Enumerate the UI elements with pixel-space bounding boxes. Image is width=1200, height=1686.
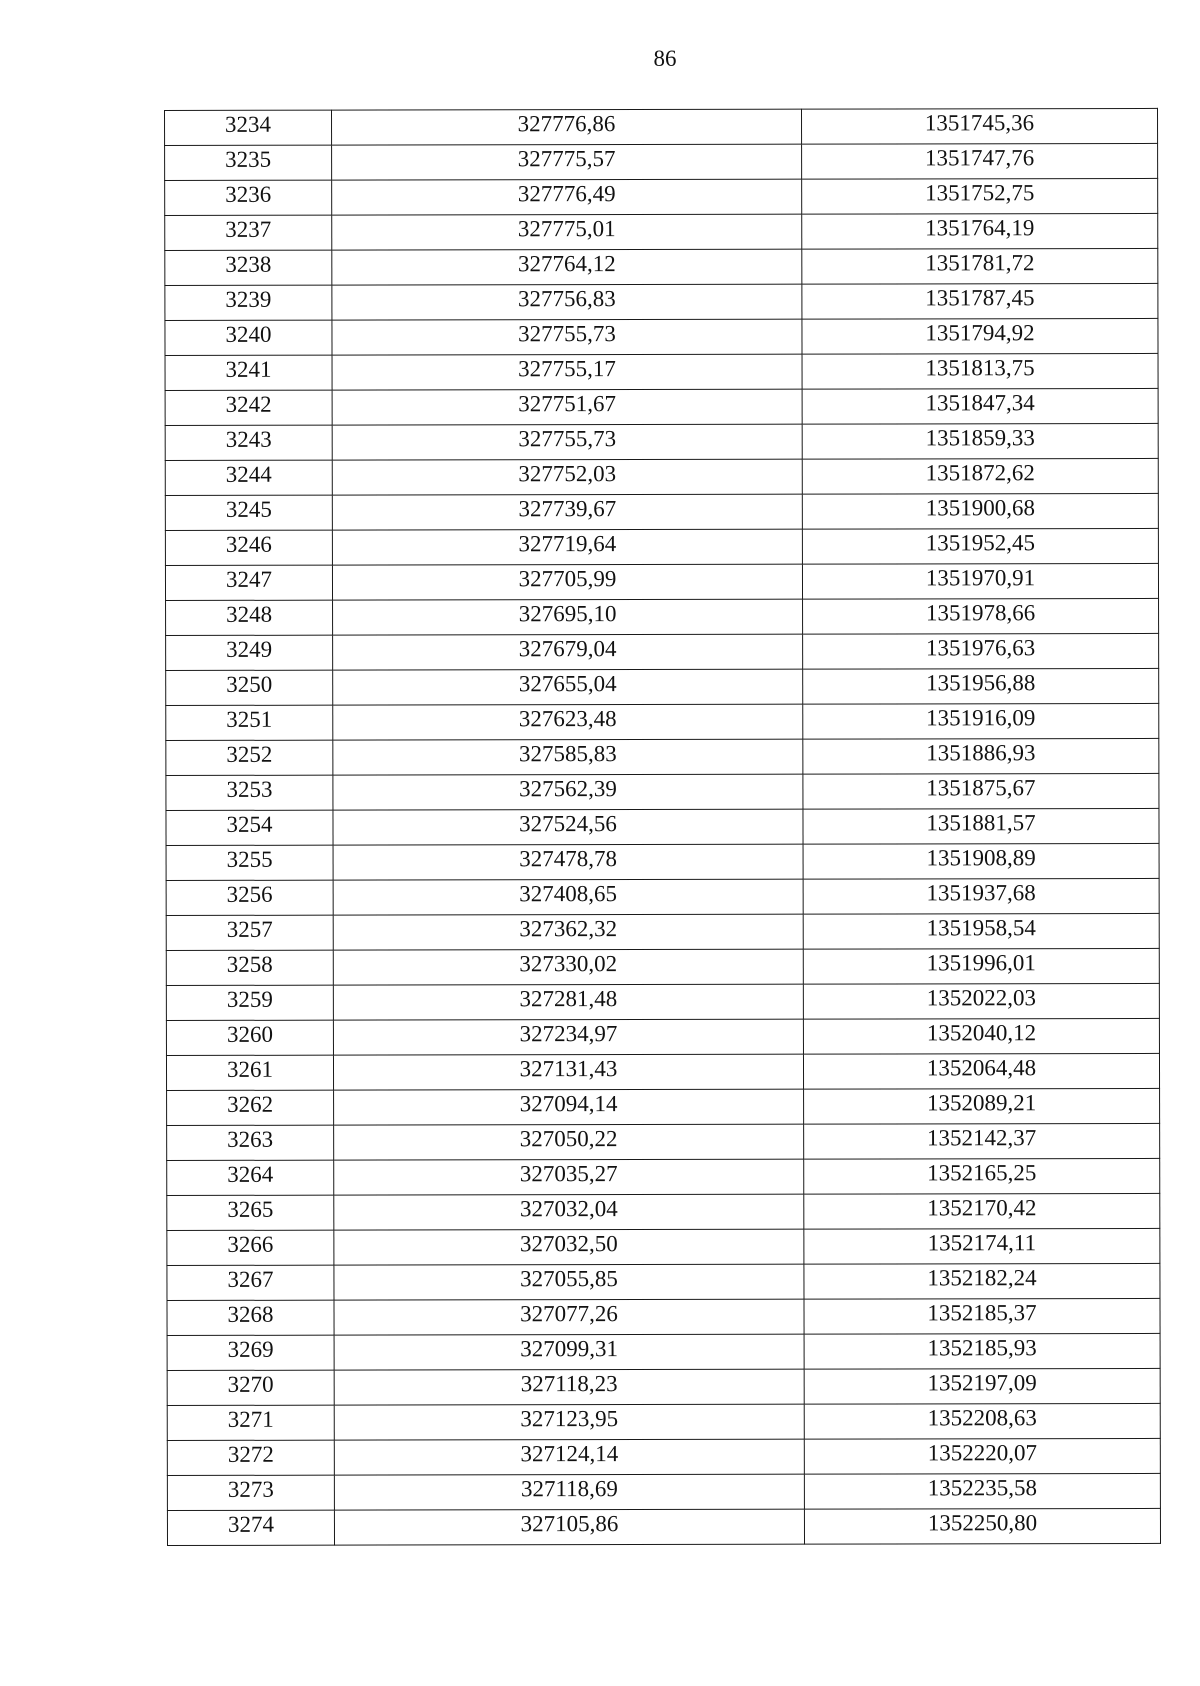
y-coordinate-cell: 1351908,89 — [803, 843, 1159, 879]
x-coordinate-cell: 327118,69 — [334, 1474, 804, 1510]
x-coordinate-cell: 327751,67 — [332, 389, 802, 425]
y-coordinate-cell: 1351886,93 — [803, 738, 1159, 774]
point-number-cell: 3244 — [165, 460, 332, 495]
y-coordinate-cell: 1351937,68 — [803, 878, 1159, 914]
y-coordinate-cell: 1351875,67 — [803, 773, 1159, 809]
y-coordinate-cell: 1352235,58 — [804, 1473, 1160, 1509]
y-coordinate-cell: 1351970,91 — [802, 563, 1158, 599]
point-number-cell: 3251 — [166, 705, 333, 740]
x-coordinate-cell: 327719,64 — [332, 529, 802, 565]
point-number-cell: 3240 — [165, 320, 332, 355]
point-number-cell: 3272 — [167, 1440, 334, 1475]
table-row — [167, 1158, 1160, 1195]
x-coordinate-cell: 327035,27 — [334, 1159, 804, 1195]
table-row — [166, 948, 1159, 985]
y-coordinate-cell: 1351952,45 — [802, 528, 1158, 564]
point-number-cell: 3258 — [166, 950, 333, 985]
y-coordinate-cell: 1351781,72 — [802, 248, 1158, 284]
y-coordinate-cell: 1351745,36 — [801, 108, 1157, 144]
x-coordinate-cell: 327478,78 — [333, 844, 803, 880]
point-number-cell: 3264 — [167, 1160, 334, 1195]
x-coordinate-cell: 327105,86 — [334, 1509, 804, 1545]
x-coordinate-cell: 327775,01 — [332, 214, 802, 250]
table-row — [167, 1473, 1160, 1510]
page-number: 86 — [653, 46, 677, 71]
x-coordinate-cell: 327776,49 — [332, 179, 802, 215]
x-coordinate-cell: 327755,17 — [332, 354, 802, 390]
x-coordinate-cell: 327776,86 — [332, 109, 802, 145]
y-coordinate-cell: 1351859,33 — [802, 423, 1158, 459]
table-row — [165, 283, 1158, 320]
y-coordinate-cell: 1352208,63 — [804, 1403, 1160, 1439]
table-row — [167, 1263, 1160, 1300]
y-coordinate-cell: 1352170,42 — [804, 1193, 1160, 1229]
point-number-cell: 3262 — [167, 1090, 334, 1125]
table-row — [167, 1403, 1160, 1440]
y-coordinate-cell: 1351787,45 — [802, 283, 1158, 319]
table-row — [166, 983, 1159, 1020]
table-row — [166, 843, 1159, 880]
point-number-cell: 3238 — [165, 250, 332, 285]
x-coordinate-cell: 327330,02 — [333, 949, 803, 985]
y-coordinate-cell: 1351881,57 — [803, 808, 1159, 844]
table-row — [165, 143, 1158, 180]
point-number-cell: 3241 — [165, 355, 332, 390]
point-number-cell: 3261 — [166, 1055, 333, 1090]
point-number-cell: 3259 — [166, 985, 333, 1020]
x-coordinate-cell: 327118,23 — [334, 1369, 804, 1405]
x-coordinate-cell: 327756,83 — [332, 284, 802, 320]
x-coordinate-cell: 327775,57 — [332, 144, 802, 180]
y-coordinate-cell: 1352250,80 — [804, 1508, 1160, 1544]
y-coordinate-cell: 1352064,48 — [803, 1053, 1159, 1089]
y-coordinate-cell: 1351976,63 — [803, 633, 1159, 669]
x-coordinate-cell: 327032,04 — [334, 1194, 804, 1230]
x-coordinate-cell: 327562,39 — [333, 774, 803, 810]
y-coordinate-cell: 1351996,01 — [803, 948, 1159, 984]
x-coordinate-cell: 327123,95 — [334, 1404, 804, 1440]
x-coordinate-cell: 327131,43 — [333, 1054, 803, 1090]
point-number-cell: 3249 — [166, 635, 333, 670]
y-coordinate-cell: 1352142,37 — [804, 1123, 1160, 1159]
table-row — [167, 1088, 1160, 1125]
table-row — [166, 703, 1159, 740]
y-coordinate-cell: 1351956,88 — [803, 668, 1159, 704]
y-coordinate-cell: 1352174,11 — [804, 1228, 1160, 1264]
coordinates-table — [164, 108, 1161, 1546]
y-coordinate-cell: 1351752,75 — [802, 178, 1158, 214]
table-row — [166, 668, 1159, 705]
y-coordinate-cell: 1351847,34 — [802, 388, 1158, 424]
x-coordinate-cell: 327050,22 — [334, 1124, 804, 1160]
point-number-cell: 3274 — [167, 1510, 334, 1545]
x-coordinate-cell: 327032,50 — [334, 1229, 804, 1265]
table-row — [165, 528, 1158, 565]
x-coordinate-cell: 327094,14 — [334, 1089, 804, 1125]
point-number-cell: 3260 — [166, 1020, 333, 1055]
y-coordinate-cell: 1351978,66 — [803, 598, 1159, 634]
point-number-cell: 3236 — [165, 180, 332, 215]
table-row — [165, 388, 1158, 425]
point-number-cell: 3242 — [165, 390, 332, 425]
y-coordinate-cell: 1351916,09 — [803, 703, 1159, 739]
y-coordinate-cell: 1351747,76 — [802, 143, 1158, 179]
point-number-cell: 3253 — [166, 775, 333, 810]
x-coordinate-cell: 327234,97 — [333, 1019, 803, 1055]
y-coordinate-cell: 1352220,07 — [804, 1438, 1160, 1474]
x-coordinate-cell: 327695,10 — [333, 599, 803, 635]
y-coordinate-cell: 1351872,62 — [802, 458, 1158, 494]
point-number-cell: 3254 — [166, 810, 333, 845]
point-number-cell: 3246 — [165, 530, 332, 565]
y-coordinate-cell: 1352022,03 — [803, 983, 1159, 1019]
point-number-cell: 3239 — [165, 285, 332, 320]
table-body — [165, 108, 1161, 1545]
x-coordinate-cell: 327524,56 — [333, 809, 803, 845]
x-coordinate-cell: 327705,99 — [332, 564, 802, 600]
table-row — [166, 773, 1159, 810]
table-row — [167, 1368, 1160, 1405]
table-row — [165, 563, 1158, 600]
table-row — [165, 248, 1158, 285]
x-coordinate-cell: 327755,73 — [332, 319, 802, 355]
x-coordinate-cell: 327623,48 — [333, 704, 803, 740]
x-coordinate-cell: 327585,83 — [333, 739, 803, 775]
point-number-cell: 3269 — [167, 1335, 334, 1370]
table-row — [166, 1053, 1159, 1090]
x-coordinate-cell: 327408,65 — [333, 879, 803, 915]
table-row — [166, 808, 1159, 845]
table-row — [165, 213, 1158, 250]
point-number-cell: 3248 — [166, 600, 333, 635]
y-coordinate-cell: 1352165,25 — [804, 1158, 1160, 1194]
x-coordinate-cell: 327077,26 — [334, 1299, 804, 1335]
table-row — [166, 738, 1159, 775]
x-coordinate-cell: 327099,31 — [334, 1334, 804, 1370]
x-coordinate-cell: 327679,04 — [333, 634, 803, 670]
y-coordinate-cell: 1351764,19 — [802, 213, 1158, 249]
table-row — [166, 1018, 1159, 1055]
point-number-cell: 3247 — [165, 565, 332, 600]
point-number-cell: 3265 — [167, 1195, 334, 1230]
table-row — [167, 1508, 1160, 1545]
point-number-cell: 3267 — [167, 1265, 334, 1300]
x-coordinate-cell: 327055,85 — [334, 1264, 804, 1300]
table-row — [167, 1298, 1160, 1335]
table-row — [167, 1333, 1160, 1370]
y-coordinate-cell: 1352089,21 — [804, 1088, 1160, 1124]
x-coordinate-cell: 327764,12 — [332, 249, 802, 285]
point-number-cell: 3243 — [165, 425, 332, 460]
point-number-cell: 3270 — [167, 1370, 334, 1405]
table-row — [165, 423, 1158, 460]
y-coordinate-cell: 1352185,37 — [804, 1298, 1160, 1334]
y-coordinate-cell: 1351900,68 — [802, 493, 1158, 529]
point-number-cell: 3252 — [166, 740, 333, 775]
point-number-cell: 3255 — [166, 845, 333, 880]
y-coordinate-cell: 1351813,75 — [802, 353, 1158, 389]
point-number-cell: 3268 — [167, 1300, 334, 1335]
table-row — [165, 108, 1158, 145]
x-coordinate-cell: 327124,14 — [334, 1439, 804, 1475]
table-row — [166, 913, 1159, 950]
table-row — [166, 633, 1159, 670]
point-number-cell: 3245 — [165, 495, 332, 530]
point-number-cell: 3271 — [167, 1405, 334, 1440]
point-number-cell: 3263 — [167, 1125, 334, 1160]
table-row — [165, 318, 1158, 355]
point-number-cell: 3256 — [166, 880, 333, 915]
table-row — [165, 353, 1158, 390]
point-number-cell: 3235 — [165, 145, 332, 180]
point-number-cell: 3237 — [165, 215, 332, 250]
x-coordinate-cell: 327281,48 — [333, 984, 803, 1020]
table-row — [166, 598, 1159, 635]
x-coordinate-cell: 327752,03 — [332, 459, 802, 495]
table-row — [166, 878, 1159, 915]
point-number-cell: 3257 — [166, 915, 333, 950]
y-coordinate-cell: 1352040,12 — [803, 1018, 1159, 1054]
y-coordinate-cell: 1352197,09 — [804, 1368, 1160, 1404]
x-coordinate-cell: 327739,67 — [332, 494, 802, 530]
table-row — [167, 1438, 1160, 1475]
table-row — [167, 1123, 1160, 1160]
y-coordinate-cell: 1351958,54 — [803, 913, 1159, 949]
point-number-cell: 3250 — [166, 670, 333, 705]
x-coordinate-cell: 327655,04 — [333, 669, 803, 705]
table-row — [165, 178, 1158, 215]
table-row — [165, 493, 1158, 530]
y-coordinate-cell: 1352182,24 — [804, 1263, 1160, 1299]
table-row — [165, 458, 1158, 495]
table-row — [167, 1193, 1160, 1230]
point-number-cell: 3273 — [167, 1475, 334, 1510]
x-coordinate-cell: 327755,73 — [332, 424, 802, 460]
y-coordinate-cell: 1352185,93 — [804, 1333, 1160, 1369]
table-row — [167, 1228, 1160, 1265]
x-coordinate-cell: 327362,32 — [333, 914, 803, 950]
y-coordinate-cell: 1351794,92 — [802, 318, 1158, 354]
point-number-cell: 3266 — [167, 1230, 334, 1265]
point-number-cell: 3234 — [165, 110, 332, 145]
